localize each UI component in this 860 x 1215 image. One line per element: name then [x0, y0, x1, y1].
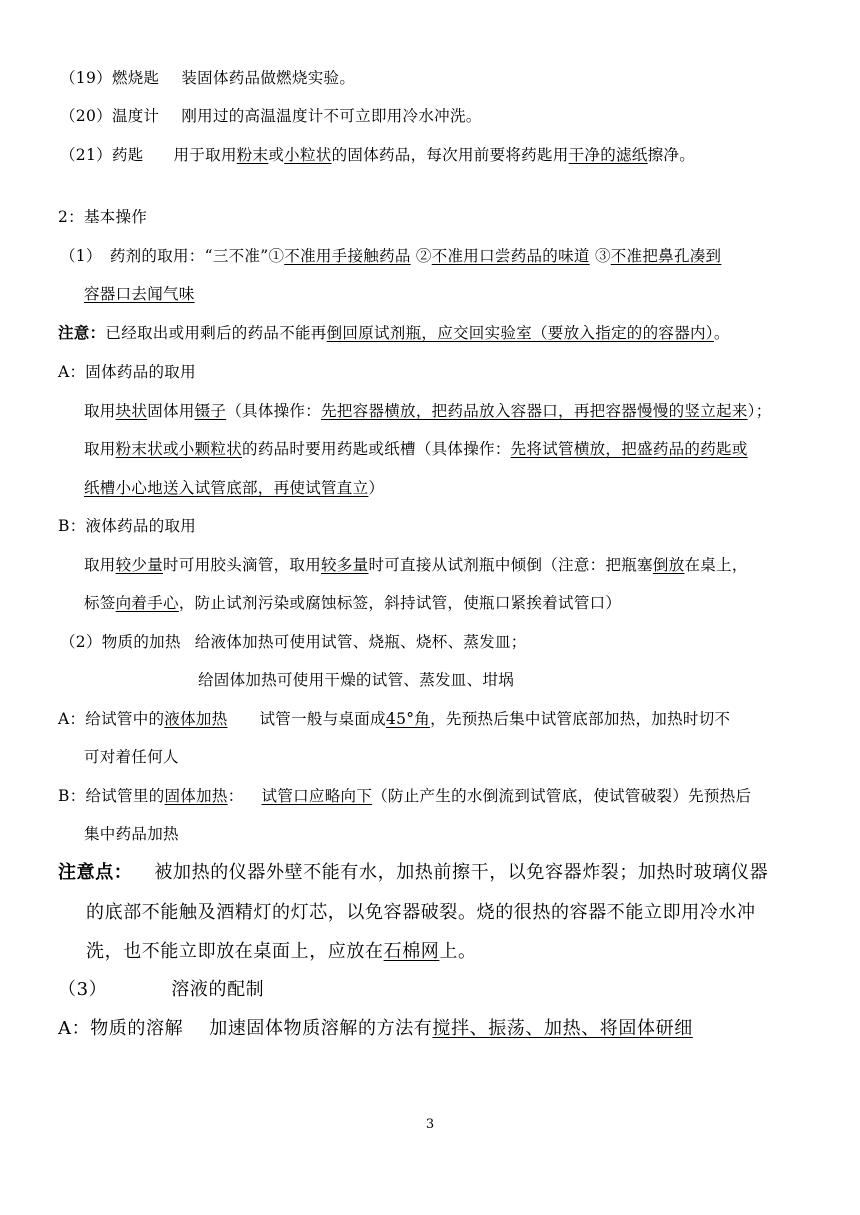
- liquid-taking-line-2: 标签向着手心，防止试剂污染或腐蚀标签，斜持试管，使瓶口紧挨着试管口）: [84, 594, 622, 612]
- item-21: （21）药匙 用于取用粉末或小粒状的固体药品，每次用前要将药匙用干净的滤纸擦净。: [60, 146, 696, 164]
- para-heating-solid: 给固体加热可使用干燥的试管、蒸发皿、坩埚: [198, 671, 515, 689]
- note-2-line-3: 洗，也不能立即放在桌面上，应放在石棉网上。: [86, 941, 477, 962]
- para-heating: （2）物质的加热 给液体加热可使用试管、烧瓶、烧杯、蒸发皿；: [60, 633, 527, 651]
- note-2-line-2: 的底部不能触及酒精灯的灯芯，以免容器破裂。烧的很热的容器不能立即用冷水冲: [86, 902, 756, 923]
- liquid-heating-line-1: A：给试管中的液体加热 试管一般与桌面成45°角，先预热后集中试管底部加热，加热时切不: [58, 710, 731, 728]
- para-reagent-taking: （1） 药剂的取用：“三不准”①不准用手接触药品 ②不准用口尝药品的味道 ③不准把鼻孔凑到: [60, 247, 722, 265]
- solid-taking-line-1: 取用块状固体用镊子（具体操作：先把容器横放，把药品放入容器口，再把容器慢慢的竖立起来）；: [84, 402, 772, 420]
- item-19: （19）燃烧匙 装固体药品做燃烧实验。: [60, 69, 356, 87]
- para-reagent-taking-cont: 容器口去闻气味: [84, 285, 195, 303]
- heading-solid-taking: A：固体药品的取用: [58, 363, 196, 381]
- page-number: 3: [425, 1117, 435, 1132]
- solid-heating-line-1: B：给试管里的固体加热： 试管口应略向下（防止产生的水倒流到试管底，使试管破裂）先预热后: [58, 787, 752, 805]
- solid-heating-line-2: 集中药品加热: [84, 825, 179, 843]
- note-1: 注意：已经取出或用剩后的药品不能再倒回原试剂瓶，应交回实验室（要放入指定的的容器内）。: [58, 323, 730, 342]
- solid-taking-line-3: 纸槽小心地送入试管底部，再使试管直立）: [84, 479, 385, 497]
- note-2: 注意点： 被加热的仪器外壁不能有水，加热前擦干，以免容器炸裂；加热时玻璃仪器: [58, 862, 769, 883]
- para-solution-prep: （3） 溶液的配制: [58, 979, 265, 1000]
- solid-taking-line-2: 取用粉末状或小颗粒状的药品时要用药匙或纸槽（具体操作：先将试管横放，把盛药品的药匙或: [84, 440, 748, 458]
- heading-liquid-taking: B：液体药品的取用: [58, 517, 197, 535]
- item-20: （20）温度计 刚用过的高温温度计不可立即用冷水冲洗。: [60, 107, 482, 125]
- section-heading-basic-ops: 2：基本操作: [58, 208, 148, 226]
- liquid-taking-line-1: 取用较少量时可用胶头滴管，取用较多量时可直接从试剂瓶中倾倒（注意：把瓶塞倒放在桌上，: [84, 556, 748, 574]
- liquid-heating-line-2: 可对着任何人: [84, 748, 179, 766]
- dissolution-line: A：物质的溶解 加速固体物质溶解的方法有搅拌、振荡、加热、将固体研细: [58, 1018, 693, 1039]
